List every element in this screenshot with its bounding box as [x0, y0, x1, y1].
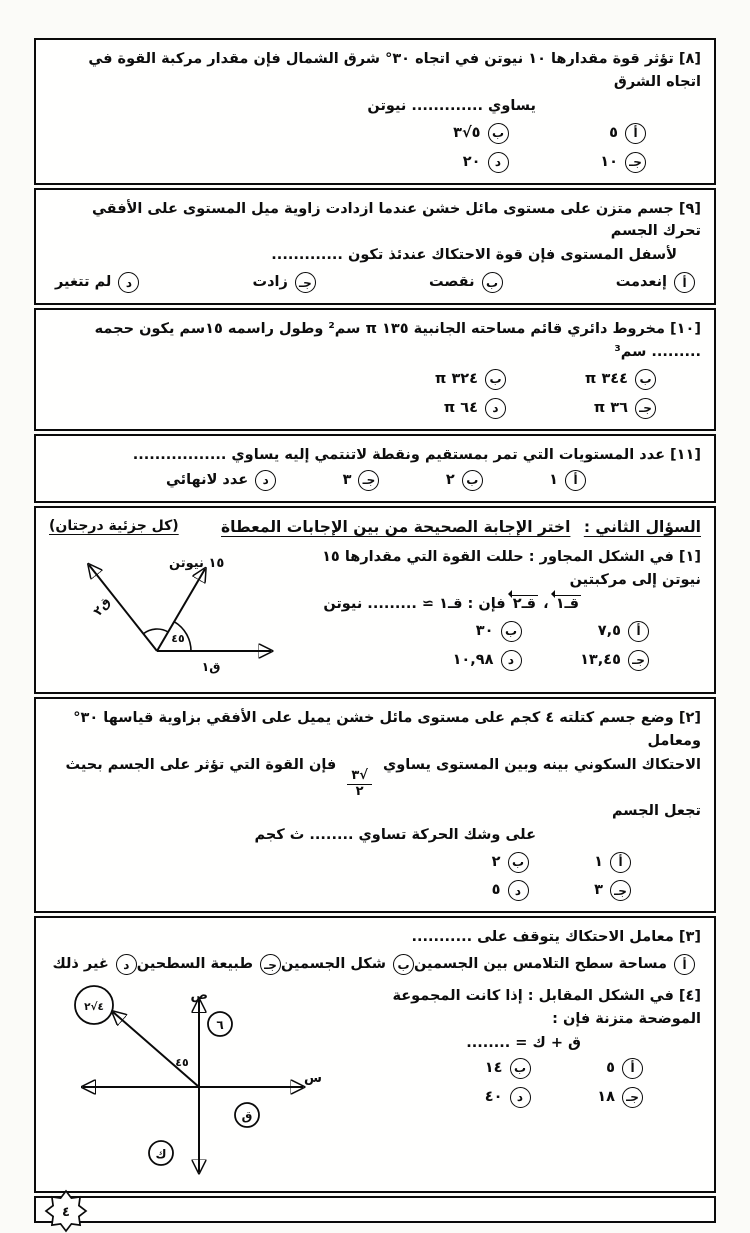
option-letter-circle: جـ — [260, 954, 281, 975]
option-b — [281, 953, 414, 976]
force-15n-label: ١٥ نيوتن — [169, 556, 225, 572]
option-b — [418, 1057, 531, 1080]
question-10-options — [356, 368, 656, 420]
question-4-text: [٤] في الشكل المقابل : إذا كانت المجموعة الموضحة متزنة فإن : — [392, 988, 701, 1028]
force-q-label: ق — [241, 1109, 253, 1124]
question-1-text-cont — [293, 593, 701, 616]
option-value: ١ — [549, 471, 558, 488]
option-value: ٣٤٤ π — [584, 370, 628, 387]
question-1-equation: فإن : قـ١ ≃ ......... نيوتن — [323, 595, 506, 612]
option-letter-circle: د — [488, 152, 509, 173]
question-3-options — [49, 953, 701, 976]
option-value: ٥ — [609, 124, 618, 141]
option-value: نقصت — [429, 274, 475, 291]
option-value: ١٠,٩٨ — [452, 651, 494, 668]
option-value: ١٤ — [484, 1059, 503, 1076]
question-2-text-end: على وشك الحركة تساوي ........ ث كجم — [254, 826, 536, 843]
option-value: ٣٠ — [475, 622, 494, 639]
option-letter-circle: د — [118, 272, 139, 293]
option-value: إنعدمت — [615, 274, 667, 291]
option-value: ٥ — [491, 882, 501, 899]
question-11-box — [34, 434, 716, 503]
option-letter-circle: ب — [501, 621, 522, 642]
option-d — [55, 271, 139, 294]
option-value: زادت — [252, 274, 288, 291]
page-number-star — [44, 1189, 88, 1233]
option-letter-circle: د — [508, 880, 529, 901]
x-axis-label: س — [304, 1071, 322, 1087]
option-c — [529, 879, 632, 902]
fraction-denominator: ٢ — [355, 783, 364, 799]
option-a — [531, 1057, 644, 1080]
diagonal-value-label: ٤√٢ — [84, 1001, 104, 1014]
option-value: ٥ — [606, 1059, 615, 1076]
vector-q1-symbol: قـ١ — [555, 595, 579, 612]
option-value: ٧,٥ — [597, 622, 621, 639]
option-letter-circle: أ — [625, 123, 646, 144]
option-letter-circle: أ — [674, 272, 695, 293]
up-force-label: ٦ — [216, 1018, 224, 1033]
option-letter-circle: جـ — [635, 398, 656, 419]
friction-coefficient-fraction — [347, 769, 372, 800]
option-d — [426, 879, 529, 902]
option-letter-circle: د — [485, 398, 506, 419]
option-letter-circle: أ — [610, 852, 631, 873]
option-a — [509, 122, 647, 145]
option-value: ٣ — [342, 471, 352, 488]
angle-45-label: ٤٥ — [171, 632, 185, 646]
option-letter-circle: د — [116, 954, 137, 975]
option-b1 — [506, 368, 656, 391]
option-letter-circle: ب — [635, 369, 656, 390]
question-4-row — [49, 984, 701, 1182]
option-letter-circle: ب — [485, 369, 506, 390]
question-9-box — [34, 188, 716, 306]
option-value: لم تتغير — [55, 274, 112, 291]
option-letter-circle: ب — [510, 1058, 531, 1079]
question-9-options — [49, 271, 701, 294]
option-letter-circle: جـ — [358, 470, 379, 491]
equilibrium-diagram — [49, 984, 329, 1182]
question-1-options — [394, 620, 649, 672]
force-resolution-diagram — [49, 545, 289, 683]
option-value: مساحة سطح التلامس بين الجسمين — [414, 956, 667, 973]
upper-angle-arc — [143, 629, 168, 634]
option-value: شكل الجسمين — [281, 956, 386, 973]
option-c — [531, 1086, 644, 1109]
option-value: ١٣,٤٥ — [580, 651, 621, 668]
equilibrium-figure — [49, 984, 329, 1182]
option-letter-circle: جـ — [625, 152, 646, 173]
option-value: ٢٠ — [462, 153, 481, 170]
option-d — [166, 469, 276, 492]
option-value: ٤٠ — [484, 1088, 503, 1105]
option-value: عدد لانهائي — [166, 471, 249, 488]
option-c — [253, 271, 316, 294]
question-11-text: [١١] عدد المستويات التي تمر بمستقيم ونقطة لاتنتمي إليه يساوي ................. — [132, 446, 701, 463]
option-value: ٥√٣ — [453, 124, 481, 141]
question-10-box — [34, 308, 716, 431]
question-2-options — [426, 851, 631, 903]
option-a — [414, 953, 695, 976]
section-2-label: السؤال الثاني : — [583, 517, 701, 536]
option-letter-circle: أ — [674, 954, 695, 975]
option-letter-circle: أ — [628, 621, 649, 642]
option-d — [418, 1086, 531, 1109]
footer-strip — [34, 1196, 716, 1223]
question-10-text: [١٠] مخروط دائري قائم مساحته الجانبية ١٣٥ π سم² وطول راسمه ١٥سم يكون حجمه ......... سم³ — [94, 321, 701, 361]
option-letter-circle: د — [255, 470, 276, 491]
option-d — [356, 397, 506, 420]
option-letter-circle: ب — [482, 272, 503, 293]
option-d — [52, 953, 136, 976]
option-b — [429, 271, 503, 294]
force-k-label: ك — [155, 1147, 167, 1162]
question-8-text-cont: يساوي ............. نيوتن — [367, 97, 536, 114]
option-letter-circle: جـ — [622, 1087, 643, 1108]
option-value: ٣٦ π — [593, 399, 628, 416]
question-1-row — [49, 545, 701, 683]
component-1-label: ق١ — [201, 659, 221, 675]
question-3-4-box — [34, 916, 716, 1193]
page-number: ٤ — [62, 1205, 70, 1221]
option-value: ١٨ — [597, 1088, 615, 1105]
question-4-options — [418, 1057, 643, 1109]
question-8-box — [34, 38, 716, 185]
question-8-options — [371, 122, 646, 174]
option-value: ٣٢٤ π — [434, 370, 478, 387]
option-b2 — [356, 368, 506, 391]
option-c — [343, 469, 380, 492]
force-resolution-figure — [49, 545, 289, 683]
option-value: غير ذلك — [52, 956, 109, 973]
question-1-text: [١] في الشكل المجاور : حللت القوة التي مقدارها ١٥ نيوتن إلى مركبتين — [322, 549, 701, 588]
question-2-text-part2: فإن القوة التي تؤثر على الجسم بحيث تجعل الجسم — [65, 756, 701, 819]
section-2-header — [49, 515, 701, 539]
question-9-text: [٩] جسم متزن على مستوى مائل خشن عندما ازدادت زاوية ميل المستوى على الأفقي تحرك الجسم — [91, 200, 701, 240]
option-value: ٦٤ π — [443, 399, 478, 416]
option-letter-circle: ب — [508, 852, 529, 873]
option-letter-circle: د — [501, 650, 522, 671]
option-c — [522, 649, 650, 672]
option-c — [506, 397, 656, 420]
angle-45-label: ٤٥ — [175, 1056, 189, 1070]
question-4-equation: ق + ك = ........ — [466, 1035, 581, 1052]
option-letter-circle: أ — [565, 470, 586, 491]
option-value: ١ — [594, 853, 603, 870]
vector-q2-symbol: قـ٢ — [512, 595, 537, 612]
option-b — [394, 620, 522, 643]
option-b — [371, 122, 509, 145]
question-8-text: [٨] تؤثر قوة مقدارها ١٠ نيوتن في اتجاه ٣٠° شرق الشمال فإن مقدار مركبة القوة في اتجاه الشرق — [88, 51, 701, 90]
question-4-text-column — [333, 984, 701, 1109]
option-a — [616, 271, 695, 294]
option-a — [522, 620, 650, 643]
question-2-box — [34, 697, 716, 913]
section-2-box — [34, 506, 716, 694]
question-11-options — [166, 469, 586, 492]
option-a — [529, 851, 632, 874]
section-2-grading-note: (كل جزئية درجتان) — [49, 517, 179, 534]
option-letter-circle: ب — [488, 123, 509, 144]
option-letter-circle: جـ — [295, 272, 316, 293]
option-b — [446, 469, 483, 492]
component-2-label: ق٢ — [89, 594, 114, 619]
option-value: ٢ — [491, 853, 501, 870]
option-b — [426, 851, 529, 874]
fraction-numerator: √٣ — [347, 769, 372, 785]
diagonal-force-arrow — [113, 1012, 199, 1087]
option-a — [549, 469, 586, 492]
option-c — [509, 151, 647, 174]
option-letter-circle: جـ — [610, 880, 631, 901]
question-2-text: [٢] وضع جسم كتلته ٤ كجم على مستوى مائل خشن يميل على الأفقي بزاوية قياسها ٣٠° ومعامل — [73, 710, 701, 749]
option-letter-circle: د — [510, 1087, 531, 1108]
question-3-text: [٣] معامل الاحتكاك يتوقف على ........... — [411, 929, 701, 946]
option-letter-circle: أ — [622, 1058, 643, 1079]
question-2-text-cont — [49, 754, 701, 823]
option-d — [371, 151, 509, 174]
question-9-text-cont: لأسفل المستوى فإن قوة الاحتكاك عندئذ تكون ............. — [271, 247, 677, 264]
y-axis-label: ص — [190, 988, 208, 1004]
section-2-title — [221, 515, 701, 539]
option-c — [137, 953, 281, 976]
option-letter-circle: ب — [393, 954, 414, 975]
option-letter-circle: جـ — [628, 650, 649, 671]
option-value: ٣ — [594, 882, 603, 899]
option-value: ٢ — [445, 471, 455, 488]
option-d — [394, 649, 522, 672]
section-2-instruction: اختر الإجابة الصحيحة من بين الإجابات المعطاة — [221, 517, 571, 536]
option-value: ١٠ — [600, 153, 618, 170]
question-2-text-part1: الاحتكاك السكوني بينه وبين المستوى يساوي — [383, 756, 701, 773]
separator: ، — [543, 595, 549, 612]
option-value: طبيعة السطحين — [136, 956, 253, 973]
option-letter-circle: ب — [462, 470, 483, 491]
question-1-text-column — [293, 545, 701, 672]
